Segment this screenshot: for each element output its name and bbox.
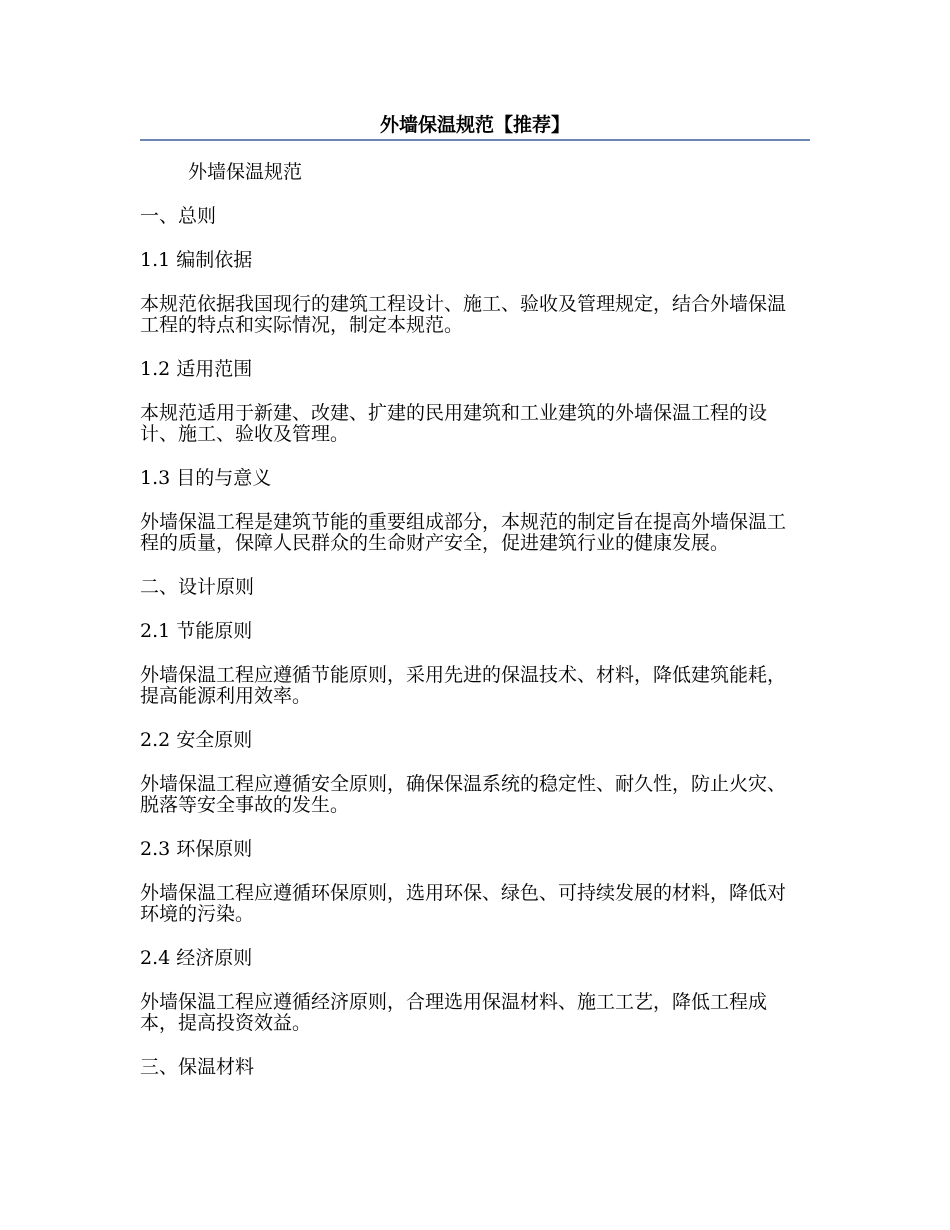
body-paragraph: 外墙保温工程应遵循环保原则，选用环保、绿色、可持续发展的材料，降低对环境的污染。 (140, 882, 787, 925)
subsection-heading: 2.1 节能原则 (140, 620, 253, 642)
body-paragraph: 外墙保温工程应遵循安全原则，确保保温系统的稳定性、耐久性，防止火灾、脱落等安全事故的发生。 (140, 773, 787, 816)
subsection-heading: 1.3 目的与意义 (140, 467, 272, 489)
body-paragraph: 外墙保温工程是建筑节能的重要组成部分，本规范的制定旨在提高外墙保温工程的质量，保障人民群众的生命财产安全，促进建筑行业的健康发展。 (140, 511, 787, 554)
subsection-heading: 1.1 编制依据 (140, 249, 253, 271)
subsection-heading: 2.2 安全原则 (140, 729, 253, 751)
document-title: 外墙保温规范【推荐】 (379, 114, 570, 136)
subsection-heading: 1.2 适用范围 (140, 358, 253, 380)
section-heading: 三、保温材料 (140, 1056, 255, 1078)
section-heading: 一、总则 (140, 205, 217, 227)
body-paragraph: 外墙保温工程应遵循节能原则，采用先进的保温技术、材料，降低建筑能耗，提高能源利用效率。 (140, 664, 787, 707)
document-subtitle: 外墙保温规范 (188, 161, 303, 183)
body-paragraph: 外墙保温工程应遵循经济原则，合理选用保温材料、施工工艺，降低工程成本，提高投资效益。 (140, 991, 768, 1034)
subsection-heading: 2.3 环保原则 (140, 838, 253, 860)
section-heading: 二、设计原则 (140, 576, 255, 598)
body-paragraph: 本规范依据我国现行的建筑工程设计、施工、验收及管理规定，结合外墙保温工程的特点和实际情况，制定本规范。 (140, 293, 787, 336)
title-divider (140, 139, 810, 141)
subsection-heading: 2.4 经济原则 (140, 947, 253, 969)
body-paragraph: 本规范适用于新建、改建、扩建的民用建筑和工业建筑的外墙保温工程的设计、施工、验收及管理。 (140, 402, 768, 445)
document-body (140, 162, 795, 1101)
